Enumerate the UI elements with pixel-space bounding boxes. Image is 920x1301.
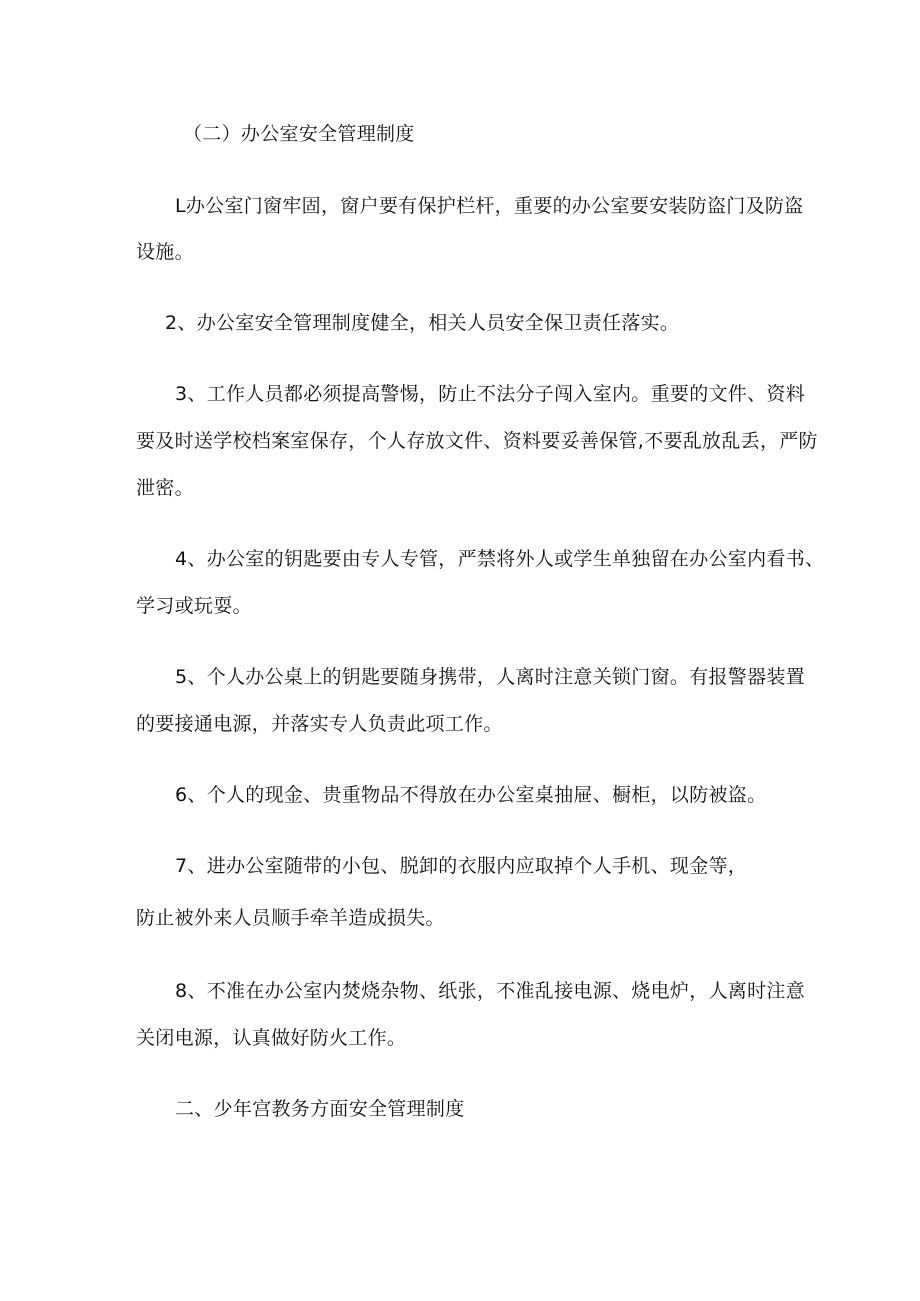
- paragraph-2-line-1: 2、办公室安全管理制度健全，相关人员安全保卫责任落实。: [165, 312, 680, 334]
- paragraph-4-line-1: 4、办公室的钥匙要由专人专管，严禁将外人或学生单独留在办公室内看书、: [175, 548, 825, 570]
- paragraph-3-line-2: 要及时送学校档案室保存，个人存放文件、资料要妥善保管,不要乱放乱丢，严防: [136, 430, 818, 452]
- paragraph-6-line-1: 6、个人的现金、贵重物品不得放在办公室桌抽屉、橱柜，以防被盗。: [175, 784, 767, 806]
- paragraph-1-line-1: L办公室门窗牢固，窗户要有保护栏杆，重要的办公室要安装防盗门及防盗: [175, 195, 804, 217]
- paragraph-5-line-2: 的要接通电源，并落实专人负责此项工作。: [136, 713, 503, 735]
- paragraph-7-line-2: 防止被外来人员顺手牵羊造成损失。: [136, 907, 445, 929]
- paragraph-7-line-1: 7、进办公室随带的小包、脱卸的衣服内应取掉个人手机、现金等，: [175, 855, 748, 877]
- paragraph-5-line-1: 5、个人办公桌上的钥匙要随身携带，人离时注意关锁门窗。有报警器装置: [175, 666, 805, 688]
- paragraph-1-line-2: 设施。: [136, 241, 194, 263]
- paragraph-8-line-1: 8、不准在办公室内焚烧杂物、纸张，不准乱接电源、烧电炉，人离时注意: [175, 980, 805, 1002]
- paragraph-8-line-2: 关闭电源，认真做好防火工作。: [136, 1027, 407, 1049]
- paragraph-3-line-3: 泄密。: [136, 477, 194, 499]
- paragraph-4-line-2: 学习或玩耍。: [136, 595, 252, 617]
- paragraph-3-line-1: 3、工作人员都必须提高警惕，防止不法分子闯入室内。重要的文件、资料: [175, 383, 805, 405]
- section-2-heading: 二、少年宫教务方面安全管理制度: [175, 1098, 465, 1120]
- section-heading: （二）办公室安全管理制度: [183, 123, 415, 145]
